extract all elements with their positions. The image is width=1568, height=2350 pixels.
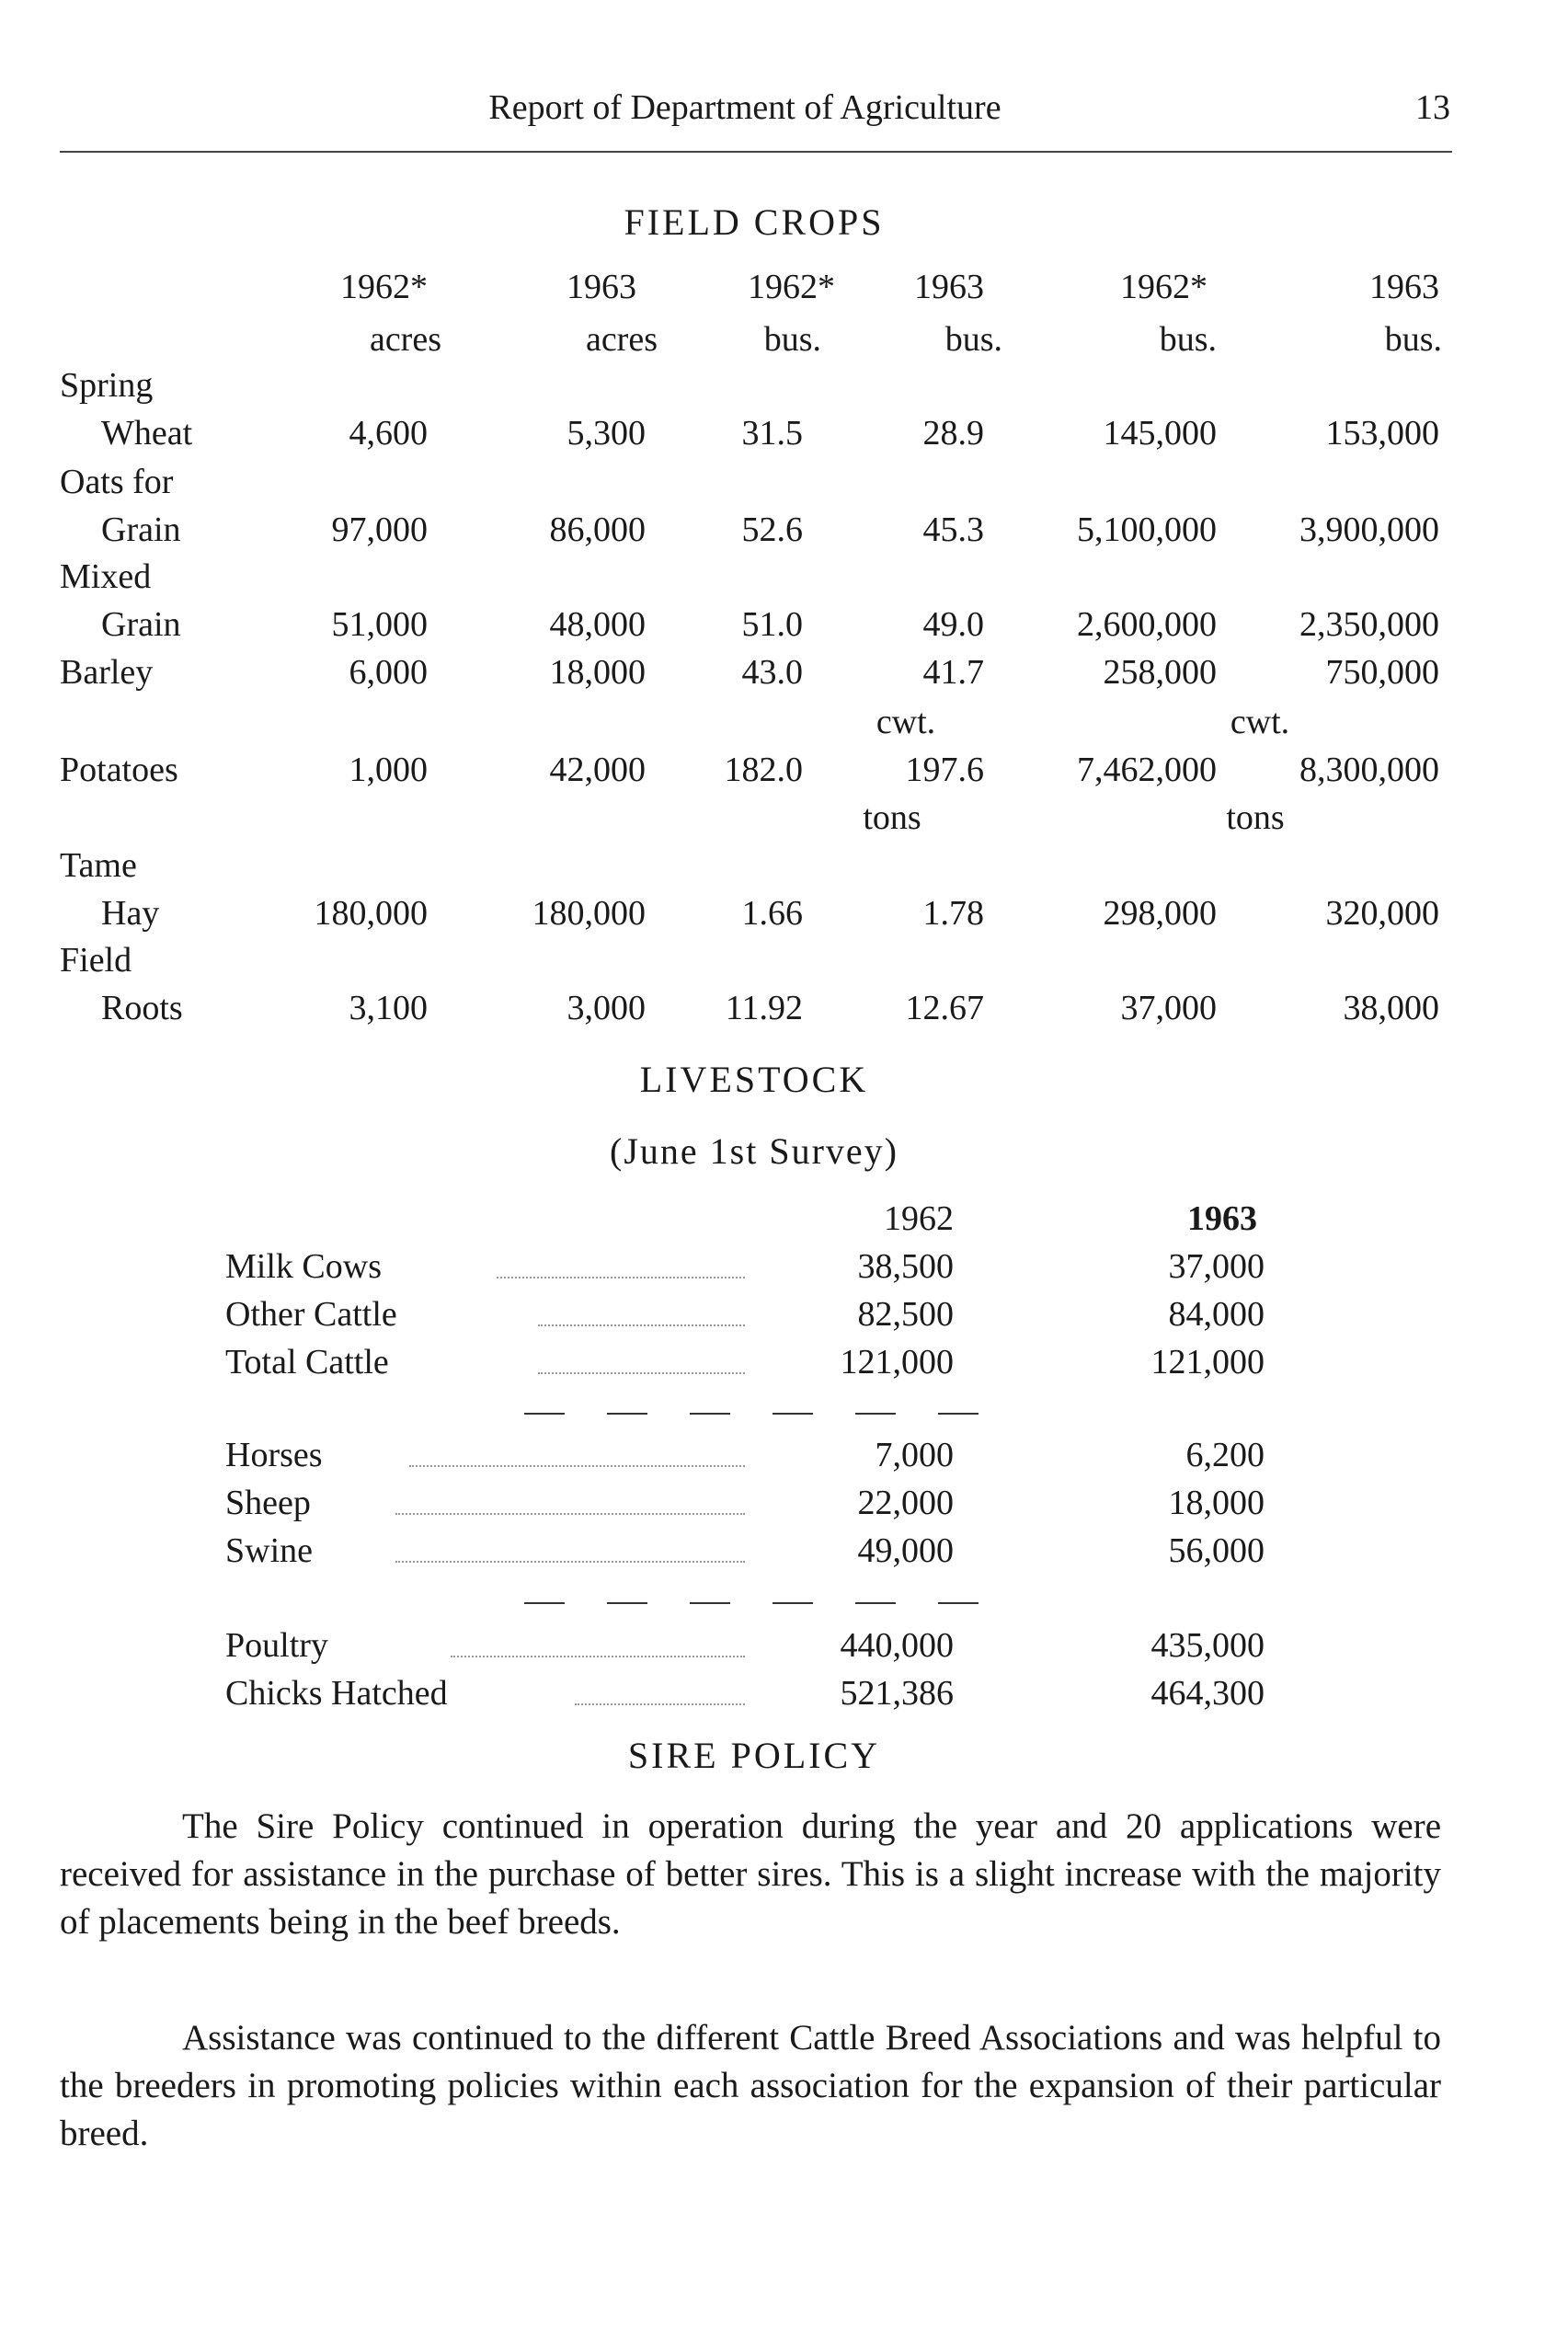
column-unit: bus. [1159, 320, 1217, 359]
column-unit: bus. [944, 320, 1002, 359]
table-cell: 37,000 [1120, 989, 1217, 1027]
dot-leader [451, 1656, 745, 1657]
unit-note: cwt. [1230, 703, 1290, 741]
column-year: 1962* [748, 268, 835, 306]
table-cell: 1,000 [349, 751, 428, 789]
column-year: 1963 [567, 268, 636, 306]
row-label: Wheat [101, 414, 193, 453]
column-unit: bus. [763, 320, 821, 359]
table-cell: 38,000 [1343, 989, 1439, 1027]
row-label: Spring [60, 366, 154, 405]
livestock-value-1962: 7,000 [875, 1436, 954, 1474]
livestock-label: Swine [225, 1531, 313, 1570]
row-label: Grain [101, 510, 181, 549]
field-crops-heading: FIELD CROPS [624, 201, 885, 243]
table-cell: 197.6 [905, 751, 984, 789]
livestock-label: Horses [225, 1436, 323, 1474]
unit-note: cwt. [876, 703, 936, 741]
livestock-value-1963: 56,000 [1168, 1531, 1265, 1570]
column-year: 1962* [1120, 268, 1207, 306]
table-cell: 180,000 [532, 894, 646, 933]
table-cell: 298,000 [1103, 894, 1217, 933]
column-unit: bus. [1384, 320, 1442, 359]
dot-leader [409, 1465, 745, 1467]
table-cell: 7,462,000 [1077, 751, 1217, 789]
row-label: Barley [60, 653, 154, 692]
livestock-value-1962: 121,000 [840, 1343, 954, 1381]
table-cell: 5,100,000 [1077, 510, 1217, 549]
table-cell: 3,900,000 [1299, 510, 1439, 549]
table-cell: 12.67 [905, 989, 984, 1027]
sire-policy-heading: SIRE POLICY [627, 1735, 881, 1776]
table-cell: 11.92 [725, 989, 803, 1027]
livestock-value-1962: 440,000 [840, 1626, 954, 1665]
row-label: Hay [101, 894, 160, 933]
table-cell: 750,000 [1325, 653, 1439, 692]
livestock-label: Other Cattle [225, 1295, 397, 1334]
livestock-value-1962: 49,000 [857, 1531, 954, 1570]
row-label: Mixed [60, 557, 152, 596]
livestock-value-1962: 22,000 [857, 1484, 954, 1522]
unit-note: tons [1226, 798, 1285, 837]
table-cell: 5,300 [567, 414, 646, 453]
column-year: 1962 [884, 1199, 954, 1238]
livestock-value-1963: 37,000 [1168, 1247, 1265, 1286]
livestock-heading: LIVESTOCK [639, 1059, 869, 1100]
dot-leader [538, 1324, 745, 1326]
table-cell: 145,000 [1103, 414, 1217, 453]
livestock-label: Total Cattle [225, 1343, 389, 1381]
page-number: 13 [1415, 88, 1450, 127]
livestock-value-1963: 435,000 [1150, 1626, 1265, 1665]
paragraph: Assistance was continued to the different Cattle Breed Associations and was helpful to the breeders in promoting policies within each association for the expansion of their particular breed. [60, 2018, 1441, 2153]
livestock-label: Milk Cows [225, 1247, 382, 1286]
table-cell: 43.0 [741, 653, 803, 692]
column-year: 1963 [1369, 268, 1439, 306]
livestock-value-1962: 38,500 [857, 1247, 954, 1286]
row-label: Field [60, 941, 132, 980]
table-cell: 8,300,000 [1299, 751, 1439, 789]
table-cell: 3,000 [567, 989, 646, 1027]
row-label: Potatoes [60, 751, 178, 789]
row-label: Roots [101, 989, 183, 1027]
table-cell: 1.66 [741, 894, 803, 933]
table-cell: 42,000 [549, 751, 646, 789]
table-cell: 41.7 [922, 653, 984, 692]
livestock-label: Chicks Hatched [225, 1674, 448, 1713]
table-cell: 180,000 [314, 894, 428, 933]
column-unit: acres [585, 320, 658, 359]
header-rule [60, 151, 1452, 153]
livestock-value-1963: 121,000 [1150, 1343, 1265, 1381]
table-cell: 182.0 [724, 751, 803, 789]
table-cell: 97,000 [331, 510, 428, 549]
paragraph: The Sire Policy continued in operation during the year and 20 applications were received for assistance in the purchase of better sires. This is a slight increase with the majority of placements being in the beef breeds. [60, 1806, 1441, 1942]
column-year: 1963 [914, 268, 984, 306]
column-unit: acres [369, 320, 441, 359]
livestock-value-1963: 6,200 [1185, 1436, 1265, 1474]
unit-note: tons [863, 798, 921, 837]
dot-leader [538, 1372, 745, 1374]
table-cell: 48,000 [549, 605, 646, 644]
row-label: Tame [60, 846, 137, 885]
dot-leader [497, 1277, 745, 1278]
table-cell: 49.0 [922, 605, 984, 644]
table-cell: 52.6 [741, 510, 803, 549]
livestock-value-1963: 464,300 [1150, 1674, 1265, 1713]
livestock-label: Poultry [225, 1626, 328, 1665]
table-cell: 153,000 [1325, 414, 1439, 453]
livestock-value-1962: 521,386 [840, 1674, 954, 1713]
running-header-title: Report of Department of Agriculture [488, 88, 1001, 127]
table-cell: 18,000 [549, 653, 646, 692]
livestock-value-1962: 82,500 [857, 1295, 954, 1334]
table-cell: 86,000 [549, 510, 646, 549]
table-cell: 51.0 [741, 605, 803, 644]
table-cell: 2,600,000 [1077, 605, 1217, 644]
table-cell: 28.9 [922, 414, 984, 453]
table-cell: 320,000 [1325, 894, 1439, 933]
column-year: 1963 [1187, 1199, 1257, 1238]
row-label: Oats for [60, 463, 174, 501]
table-cell: 45.3 [922, 510, 984, 549]
dot-leader [395, 1513, 745, 1515]
table-cell: 51,000 [331, 605, 428, 644]
livestock-label: Sheep [225, 1484, 311, 1522]
column-year: 1962* [340, 268, 428, 306]
table-cell: 6,000 [349, 653, 428, 692]
table-cell: 1.78 [922, 894, 984, 933]
table-cell: 4,600 [349, 414, 428, 453]
livestock-value-1963: 18,000 [1168, 1484, 1265, 1522]
table-cell: 31.5 [741, 414, 803, 453]
row-label: Grain [101, 605, 181, 644]
table-cell: 258,000 [1103, 653, 1217, 692]
livestock-subheading: (June 1st Survey) [610, 1130, 898, 1172]
table-cell: 2,350,000 [1299, 605, 1439, 644]
dot-leader [575, 1703, 745, 1705]
table-cell: 3,100 [349, 989, 428, 1027]
livestock-value-1963: 84,000 [1168, 1295, 1265, 1334]
dot-leader [395, 1561, 745, 1563]
